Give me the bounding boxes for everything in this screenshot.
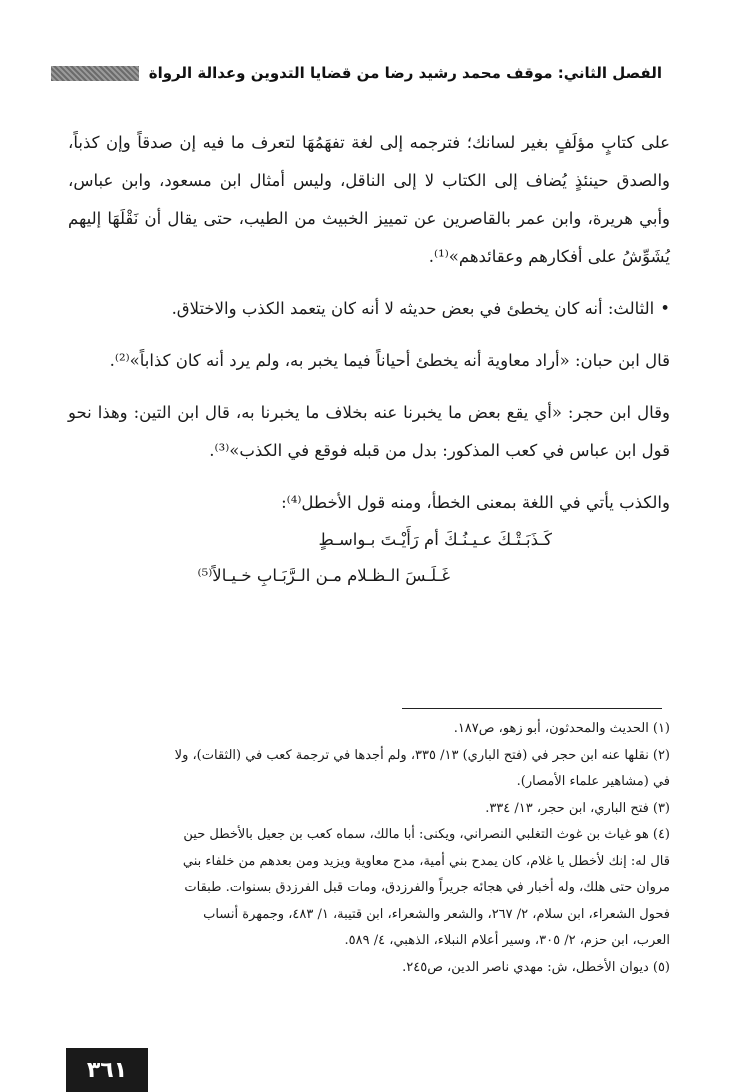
paragraph-ibn-hibban: قال ابن حبان: «أراد معاوية أنه يخطئ أحياناً فيما يخبر به، ولم يرد أنه كان كذاباً»⁽²⁾. [109,351,670,370]
spacer [68,328,670,342]
page-number: ٣٦١ [66,1048,148,1092]
footnote-2 [68,743,670,770]
footnote-4-line-2: قال له: إنك لأخطل يا غلام، كان يمدح بني أمية، مدح معاوية ويزيد ومن بعدهم من خلفاء بني [182,853,670,869]
footnote-4 [68,822,670,849]
chapter-title: الفصل الثاني: موقف محمد رشيد رضا من قضايا التدوين وعدالة الرواة [148,64,662,82]
spacer [68,470,670,484]
footnote-1 [68,716,670,743]
poem-verse-2: غَـلَـسَ الـظـلام مـن الـرَّبَـابِ خـيـالاً⁽⁵⁾ [197,566,450,585]
footnote-text: ديوان الأخطل، ش: مهدي ناصر الدين، ص٢٤٥. [402,959,649,975]
footnote-5 [68,955,670,982]
footnote-4-line-4: فحول الشعراء، ابن سلام، ٢/ ٢٦٧، والشعر والشعراء، ابن قتيبة، ١/ ٤٨٣، وجمهرة أنساب [203,906,670,922]
header-decoration-bar [51,66,139,81]
paragraph-akhtal: والكذب يأتي في اللغة بمعنى الخطأ، ومنه قول الأخطل⁽⁴⁾: [281,493,670,512]
running-header [78,60,662,86]
paragraph-1: على كتابٍ مؤلَفٍ بغير لسانك؛ فترجمه إلى لغة تفهَمُهَا لتعرف ما فيه إن صدقاً وإن كذباً، والصدق حينئذٍ يُضاف إلى الكتاب لا إلى الناقل، وليس أمثال ابن مسعود، وابن عباس، وأبي هريرة، وابن عمر بالقاصرين عن تمييز الخبيث من الطيب، حتى يقال أن نَقْلَهَا إليهم يُشَوِّشُ على أفكارهم وعقائدهم»⁽¹⁾. [68,133,670,266]
main-text [68,124,670,594]
spacer [68,380,670,394]
poem-verse-1: كَـذَبَـتْـكَ عـيـنُـكَ أم رَأَيْـتَ بـواسـطٍ [318,530,552,549]
footnote-text: هو غياث بن غوث التغلبي النصراني، ويكنى: أبا مالك، سماه كعب بن جعيل بالأخطل حين [183,827,649,842]
footnote-text: فتح الباري، ابن حجر، ١٣/ ٣٣٤. [485,800,649,816]
footnote-number: (١) [652,721,670,736]
footnote-text: الحديث والمحدثون، أبو زهو، ص١٨٧. [453,721,649,736]
paragraph-bullet-third: • الثالث: أنه كان يخطئ في بعض حديثه لا أنه كان يتعمد الكذب والاختلاق. [68,290,670,328]
footnote-number: (٣) [652,800,670,816]
footnotes [68,716,670,981]
footnote-divider [402,708,662,709]
footnote-3 [68,796,670,823]
footnote-number: (٢) [652,747,670,763]
paragraph-ibn-hajar: وقال ابن حجر: «أي يقع بعض ما يخبرنا عنه بخلاف ما يخبرنا به، قال ابن التين: وهذا نحو قول ابن عباس في كعب المذكور: بدل من قبله فوقع في الكذب»⁽³⁾. [68,403,670,460]
spacer [68,276,670,290]
footnote-4-line-3: مروان حتى هلك، وله أخبار في هجائه جريراً والفرزدق، ومات قبل الفرزدق بسنوات. طبقات [184,880,670,895]
footnote-number: (٤) [652,827,670,842]
footnote-2-continuation: في (مشاهير علماء الأمصار). [516,774,670,789]
footnote-4-line-5: العرب، ابن حزم، ٢/ ٣٠٥، وسير أعلام النبلاء، الذهبي، ٤/ ٥٨٩. [344,933,670,948]
footnote-number: (٥) [652,959,670,975]
footnote-text: نقلها عنه ابن حجر في (فتح الباري) ١٣/ ٣٣٥، ولم أجدها في ترجمة كعب في (الثقات)، ولا [174,747,649,763]
